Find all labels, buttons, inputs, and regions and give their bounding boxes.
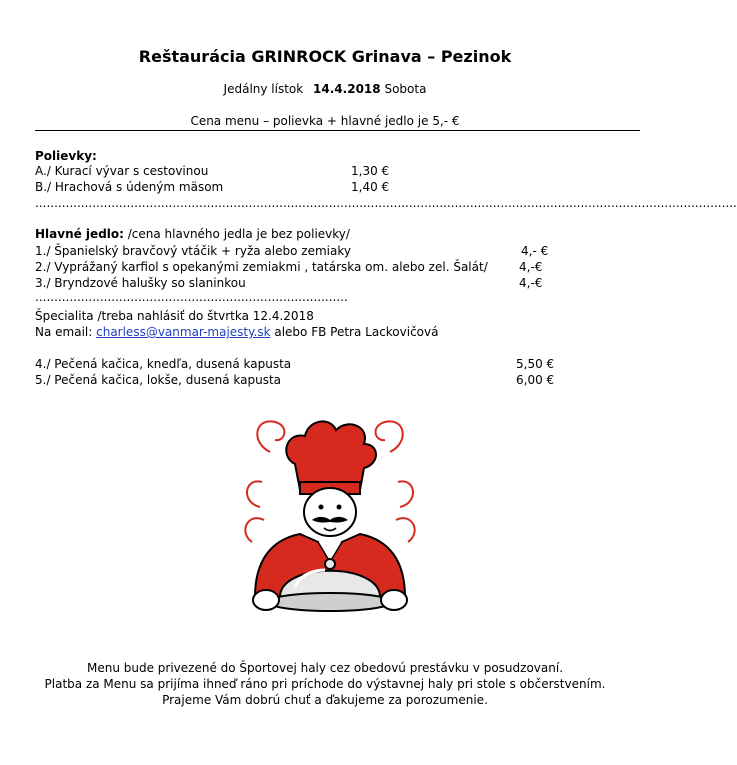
soup-price-a: 1,30 € — [351, 164, 390, 178]
mains-heading: Hlavné jedlo: — [35, 227, 124, 241]
soup-price-b: 1,40 € — [351, 180, 390, 194]
chef-face — [304, 488, 356, 536]
chef-hat — [286, 421, 376, 494]
special-item-4: 4./ Pečená kačica, knedľa, dusená kapusta — [35, 357, 292, 371]
footer-line-2: Platba za Menu sa prijíma ihneď ráno pri príchode do výstavnej haly pri stole s občerstvením. — [44, 677, 606, 691]
main-item-3: 3./ Bryndzové halušky so slaninkou — [35, 276, 246, 290]
special-line: Špecialita /treba nahlásiť do štvrtka 12.4.2018 — [35, 309, 314, 323]
restaurant-title: Reštaurácia GRINROCK Grinava – Pezinok — [138, 47, 512, 66]
special-price-4: 5,50 € — [516, 357, 555, 371]
special-item-5: 5./ Pečená kačica, lokše, dusená kapusta — [35, 373, 281, 387]
main-price-3: 4,-€ — [519, 276, 543, 290]
footer-line-3: Prajeme Vám dobrú chuť a ďakujeme za porozumenie. — [162, 693, 488, 707]
soup-item-b: B./ Hrachová s údeným mäsom — [35, 180, 224, 194]
soup-item-a: A./ Kurací vývar s cestovinou — [35, 164, 209, 178]
main-price-1: 4,- € — [521, 244, 549, 258]
divider-line — [35, 130, 640, 131]
dotted-divider: ........................................................................................................................................................................................ — [35, 196, 737, 210]
footer-line-1: Menu bude privezené do Športovej haly cez obedovú prestávku v posudzovaní. — [86, 661, 564, 675]
email-line — [35, 325, 438, 339]
menu-day: Sobota — [384, 82, 427, 96]
menu-date: 14.4.2018 — [313, 82, 381, 96]
email-suffix: alebo FB Petra Lackovičová — [270, 325, 439, 339]
dotted-divider-short: .................................................................................. — [35, 290, 348, 304]
main-item-1: 1./ Španielský bravčový vtáčik + ryža alebo zemiaky — [35, 244, 351, 258]
menu-price-line: Cena menu – polievka + hlavné jedlo je 5,- € — [190, 114, 460, 128]
main-item-2: 2./ Vyprážaný karfiol s opekanými zemiakmi , tatárska om. alebo zel. Šalát/ — [35, 260, 488, 274]
mains-heading-line — [35, 227, 350, 241]
mains-note: /cena hlavného jedla je bez polievky/ — [123, 227, 350, 241]
special-price-5: 6,00 € — [516, 373, 555, 387]
email-prefix: Na email: — [35, 325, 97, 339]
soups-heading: Polievky: — [35, 149, 97, 163]
chef-illustration — [240, 412, 420, 637]
menu-date-line — [0, 82, 650, 96]
email-link[interactable]: charless@vanmar-majesty.sk — [96, 325, 271, 339]
main-price-2: 4,-€ — [519, 260, 543, 274]
menu-label: Jedálny lístok — [223, 82, 304, 96]
